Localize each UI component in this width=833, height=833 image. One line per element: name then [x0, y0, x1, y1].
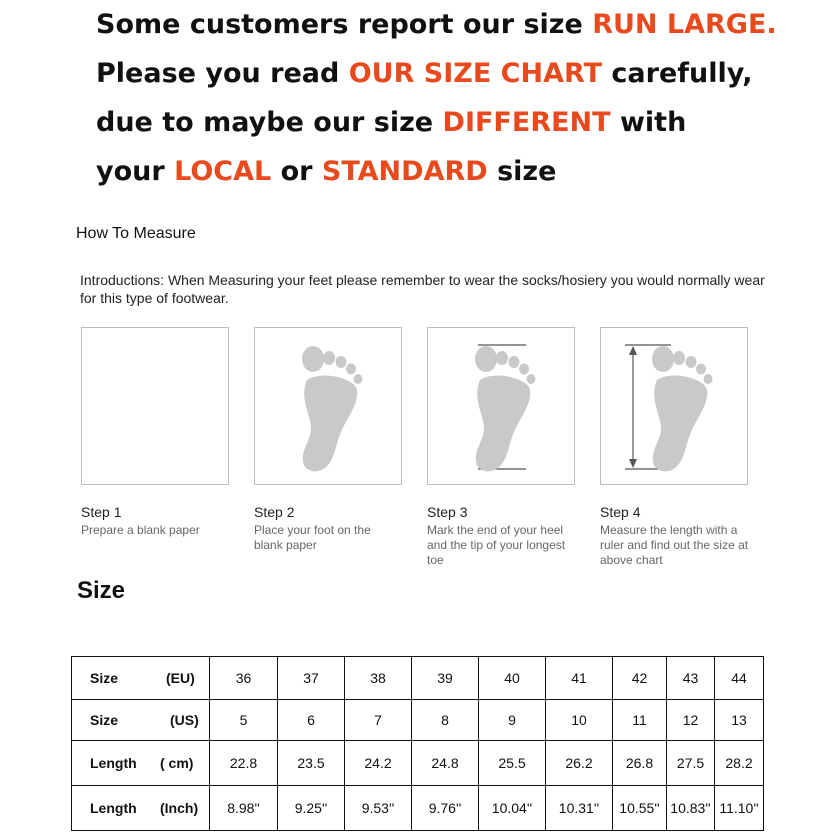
notice-highlight: DIFFERENT [442, 107, 611, 138]
notice-highlight: OUR SIZE CHART [348, 58, 602, 89]
step-4-title: Step 4 [600, 504, 641, 520]
table-cell: 7 [345, 700, 412, 741]
table-cell: 10.31'' [546, 786, 613, 831]
notice-text: carefully, [602, 58, 753, 89]
foot-ruler-icon [601, 328, 749, 486]
table-row [72, 741, 764, 786]
table-cell: 24.2 [345, 741, 412, 786]
table-cell: 43 [667, 657, 715, 700]
foot-marked-icon [428, 328, 576, 486]
table-cell: 8 [412, 700, 479, 741]
table-cell: 12 [667, 700, 715, 741]
step-1-illustration [81, 327, 229, 485]
table-cell: 39 [412, 657, 479, 700]
step-1-desc: Prepare a blank paper [81, 523, 200, 537]
size-table [71, 656, 764, 831]
step-2-illustration [254, 327, 402, 485]
notice-text: or [271, 156, 322, 187]
row-label-unit: ( cm) [160, 755, 194, 771]
step-4-desc: Measure the length with a ruler and find out the size at above chart [600, 523, 749, 567]
notice-highlight: RUN LARGE. [592, 9, 777, 40]
table-cell: 40 [479, 657, 546, 700]
table-row [72, 657, 764, 700]
table-row [72, 700, 764, 741]
notice-text: your [96, 156, 175, 187]
table-cell: 26.8 [613, 741, 667, 786]
table-cell: 37 [278, 657, 345, 700]
row-label [72, 657, 210, 700]
step-3-text [427, 503, 579, 568]
step-1-text [81, 503, 241, 538]
notice-highlight: STANDARD [321, 156, 488, 187]
measure-intro: Introductions: When Measuring your feet please remember to wear the socks/hosiery you would normally wear for this type of footwear. [80, 272, 765, 306]
notice-line [96, 49, 816, 98]
table-cell: 9.53'' [345, 786, 412, 831]
step-2-text [254, 503, 386, 553]
notice-line [96, 0, 816, 49]
step-3-title: Step 3 [427, 504, 468, 520]
row-label-name: Length [90, 755, 137, 771]
table-cell: 13 [715, 700, 764, 741]
notice-highlight: LOCAL [174, 156, 272, 187]
table-cell: 11 [613, 700, 667, 741]
notice-text: size [487, 156, 557, 187]
table-cell: 28.2 [715, 741, 764, 786]
notice-text: Please you read [96, 58, 349, 89]
table-cell: 10.83'' [667, 786, 715, 831]
notice-text: due to maybe our size [96, 107, 443, 138]
step-4-illustration [600, 327, 748, 485]
size-heading: Size [77, 577, 126, 604]
table-cell: 42 [613, 657, 667, 700]
how-to-measure-title: How To Measure [76, 225, 196, 242]
step-2-title: Step 2 [254, 504, 295, 520]
table-cell: 41 [546, 657, 613, 700]
notice-line [96, 98, 816, 147]
table-cell: 24.8 [412, 741, 479, 786]
table-cell: 8.98'' [210, 786, 278, 831]
table-cell: 44 [715, 657, 764, 700]
table-cell: 38 [345, 657, 412, 700]
table-cell: 5 [210, 700, 278, 741]
table-cell: 9.76'' [412, 786, 479, 831]
notice-text: Some customers report our size [96, 9, 593, 40]
foot-icon [255, 328, 403, 486]
table-cell: 25.5 [479, 741, 546, 786]
row-label [72, 741, 210, 786]
notice-text: with [610, 107, 687, 138]
row-label [72, 786, 210, 831]
table-cell: 9.25'' [278, 786, 345, 831]
row-label-unit: (EU) [166, 670, 195, 686]
table-cell: 10.55'' [613, 786, 667, 831]
step-2-desc: Place your foot on the blank paper [254, 523, 371, 552]
size-notice [96, 0, 816, 196]
notice-line [96, 147, 816, 196]
table-cell: 9 [479, 700, 546, 741]
step-3-desc: Mark the end of your heel and the tip of your longest toe [427, 523, 566, 567]
step-3-illustration [427, 327, 575, 485]
table-cell: 11.10'' [715, 786, 764, 831]
table-cell: 10 [546, 700, 613, 741]
row-label-unit: (US) [170, 712, 199, 728]
row-label-name: Size [90, 670, 119, 686]
table-cell: 27.5 [667, 741, 715, 786]
step-4-text [600, 503, 752, 568]
row-label-name: Size [90, 712, 119, 728]
table-cell: 22.8 [210, 741, 278, 786]
table-cell: 23.5 [278, 741, 345, 786]
table-row [72, 786, 764, 831]
row-label [72, 700, 210, 741]
table-cell: 6 [278, 700, 345, 741]
table-cell: 36 [210, 657, 278, 700]
row-label-name: Length [90, 800, 137, 816]
row-label-unit: (Inch) [160, 800, 199, 816]
step-1-title: Step 1 [81, 504, 122, 520]
table-cell: 10.04'' [479, 786, 546, 831]
table-cell: 26.2 [546, 741, 613, 786]
